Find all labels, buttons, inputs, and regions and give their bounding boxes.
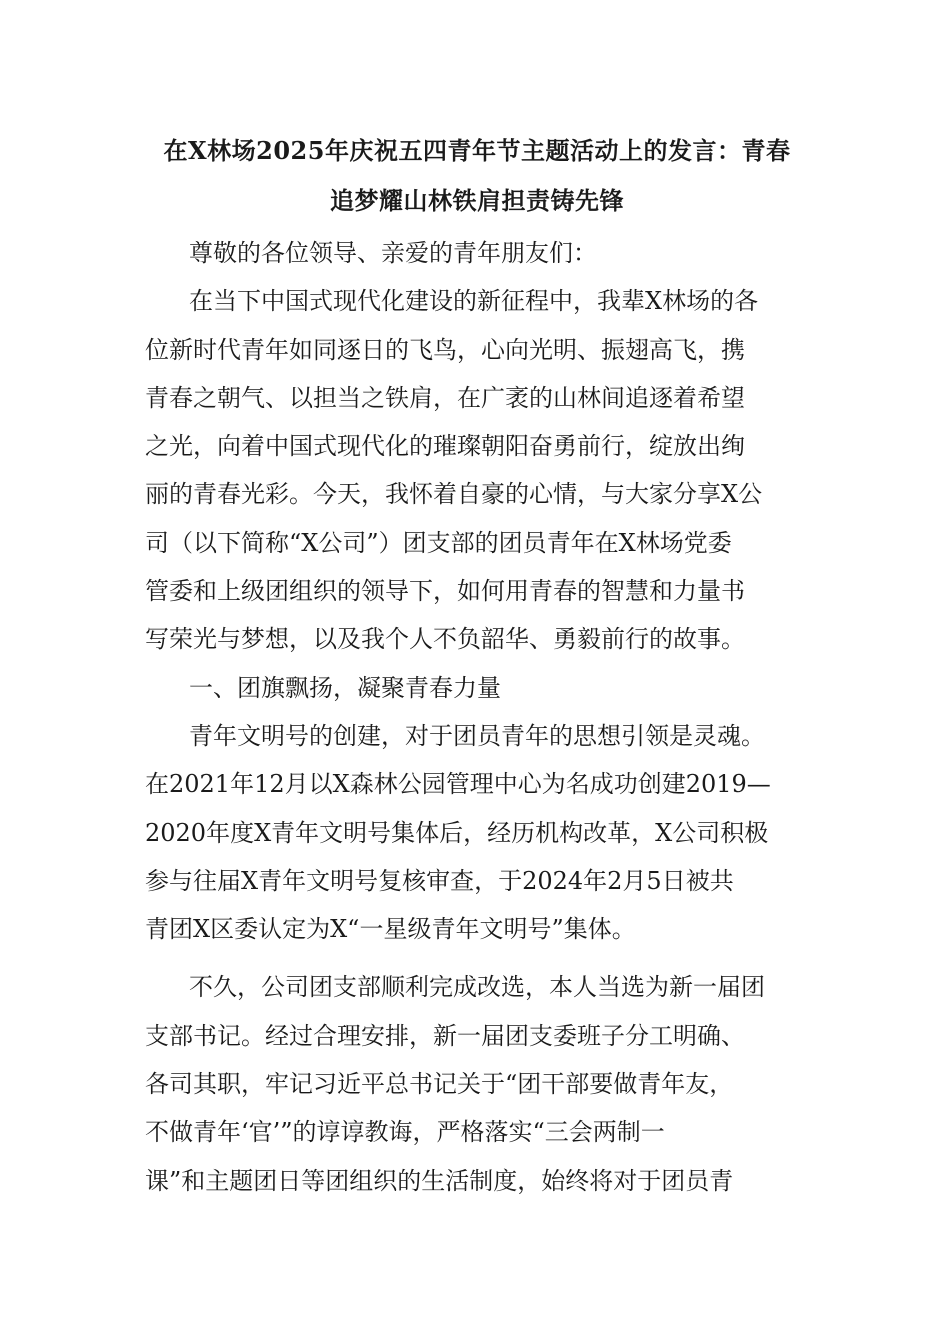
section-heading [145,664,809,712]
paragraph-line: 不久，公司团支部顺利完成改选，本人当选为新一届团 [189,973,765,1002]
paragraph-line: 青春之朝气、以担当之铁肩，在广袤的山林间追逐着希望 [145,383,745,412]
greeting-paragraph [145,229,809,277]
paragraph-line: 在当下中国式现代化建设的新征程中，我辈X林场的各 [189,287,759,316]
paragraph-line: 写荣光与梦想，以及我个人不负韶华、勇毅前行的故事。 [145,625,745,654]
paragraph-intro [145,277,809,663]
paragraph-line: 青团X区委认定为X“一星级青年文明号”集体。 [145,915,636,944]
title-line: 在X林场2025年庆祝五四青年节主题活动上的发言：青春 [163,136,791,165]
document-body [145,126,809,1205]
paragraph-line: 在2021年12月以X森林公园管理中心为名成功创建2019— [145,770,771,799]
paragraph-line: 司（以下简称“X公司”）团支部的团员青年在X林场党委 [145,528,732,557]
paragraph-line: 支部书记。经过合理安排，新一届团支委班子分工明确、 [145,1021,745,1050]
paragraph-line: 各司其职，牢记习近平总书记关于“团干部要做青年友， [145,1070,734,1099]
greeting-line: 尊敬的各位领导、亲爱的青年朋友们： [189,239,597,267]
paragraph-line: 参与往届X青年文明号复核审查，于2024年2月5日被共 [145,866,734,895]
paragraph-line: 丽的青春光彩。今天，我怀着自豪的心情，与大家分享X公 [145,480,763,509]
title-line: 追梦耀山林铁肩担责铸先锋 [330,186,624,215]
paragraph-youth-civilization [145,712,809,953]
paragraph-line: 不做青年‘官’”的谆谆教诲，严格落实“三会两制一 [145,1118,665,1147]
paragraph-line: 管委和上级团组织的领导下，如何用青春的智慧和力量书 [145,577,745,606]
paragraph-line: 2020年度X青年文明号集体后，经历机构改革，X公司积极 [145,818,769,847]
section-heading-text: 一、团旗飘扬，凝聚青春力量 [189,673,501,702]
paragraph-line: 位新时代青年如同逐日的飞鸟，心向光明、振翅高飞，携 [145,335,745,364]
paragraph-spacer [145,953,809,963]
document-title [145,126,809,226]
paragraph-line: 课”和主题团日等团组织的生活制度，始终将对于团员青 [145,1166,734,1195]
paragraph-line: 青年文明号的创建，对于团员青年的思想引领是灵魂。 [189,721,765,750]
paragraph-line: 之光，向着中国式现代化的璀璨朝阳奋勇前行，绽放出绚 [145,432,745,461]
paragraph-branch-election [145,963,809,1204]
